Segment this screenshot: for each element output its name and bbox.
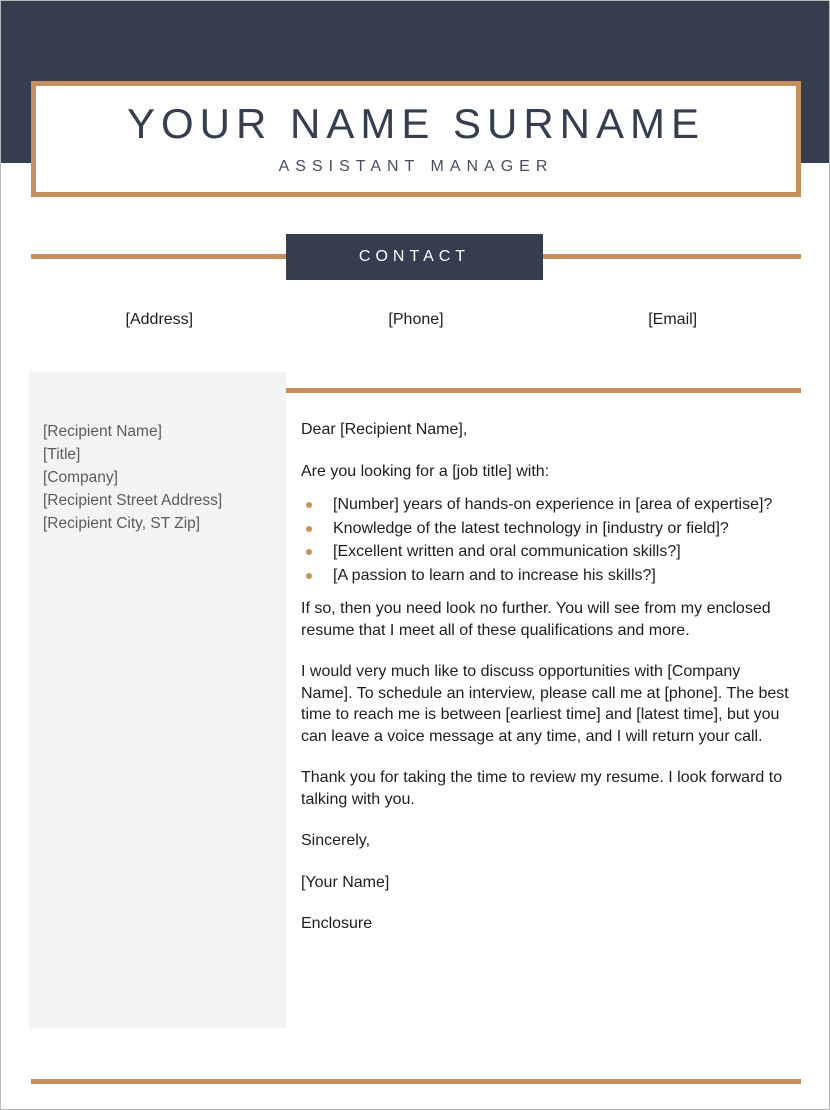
footer-rule xyxy=(31,1079,801,1084)
recipient-panel xyxy=(29,372,286,1028)
recipient-company: [Company] xyxy=(43,469,118,486)
bullet-text: [Excellent written and oral communication skills?] xyxy=(333,543,681,560)
bullet-text: [A passion to learn and to increase his skills?] xyxy=(333,566,656,584)
qualification-list xyxy=(301,494,791,586)
letter-salutation[interactable]: Dear [Recipient Name], xyxy=(301,421,468,438)
letter-paragraph-3[interactable]: Thank you for taking the time to review my resume. I look forward to talking with you. xyxy=(301,769,783,808)
list-item[interactable] xyxy=(301,565,791,587)
contact-section-header xyxy=(1,234,830,280)
letter-closing[interactable]: Sincerely, xyxy=(301,832,371,849)
applicant-role: ASSISTANT MANAGER xyxy=(278,158,554,176)
recipient-name: [Recipient Name] xyxy=(43,423,162,440)
contact-details-row xyxy=(31,311,801,329)
bullet-text: [Number] years of hands-on experience in [area of expertise]? xyxy=(333,496,773,513)
letter-signature[interactable]: [Your Name] xyxy=(301,873,390,891)
contact-badge-label: CONTACT xyxy=(358,248,471,265)
list-item[interactable] xyxy=(301,494,791,516)
recipient-street-address: [Recipient Street Address] xyxy=(43,492,223,509)
letter-paragraph-2[interactable]: I would very much like to discuss opportunities with [Company Name]. To schedule an interview, please call me at [phone]. The best time to reach me is between [earliest time] and [latest time], but you can leave a voice message at any time, and I will return your call. xyxy=(301,663,789,745)
contact-email[interactable]: [Email] xyxy=(648,311,698,328)
letter-top-rule xyxy=(286,388,801,393)
applicant-name: YOUR NAME SURNAME xyxy=(126,99,706,147)
letter-paragraph-1[interactable]: If so, then you need look no further. You will see from my enclosed resume that I meet all of these qualifications and more. xyxy=(301,600,771,639)
recipient-city-state-zip: [Recipient City, ST Zip] xyxy=(43,515,201,532)
letter-body xyxy=(301,419,791,955)
recipient-address-block[interactable] xyxy=(43,420,276,535)
contact-phone[interactable]: [Phone] xyxy=(388,311,444,328)
recipient-title: [Title] xyxy=(43,446,81,463)
letter-lead-in[interactable]: Are you looking for a [job title] with: xyxy=(301,462,550,480)
letter-enclosure[interactable]: Enclosure xyxy=(301,915,373,932)
contact-badge xyxy=(286,234,543,280)
contact-address[interactable]: [Address] xyxy=(125,311,194,328)
list-item[interactable] xyxy=(301,518,791,540)
bullet-text: Knowledge of the latest technology in [industry or field]? xyxy=(333,519,729,537)
list-item[interactable] xyxy=(301,541,791,563)
name-title-box xyxy=(31,81,801,197)
